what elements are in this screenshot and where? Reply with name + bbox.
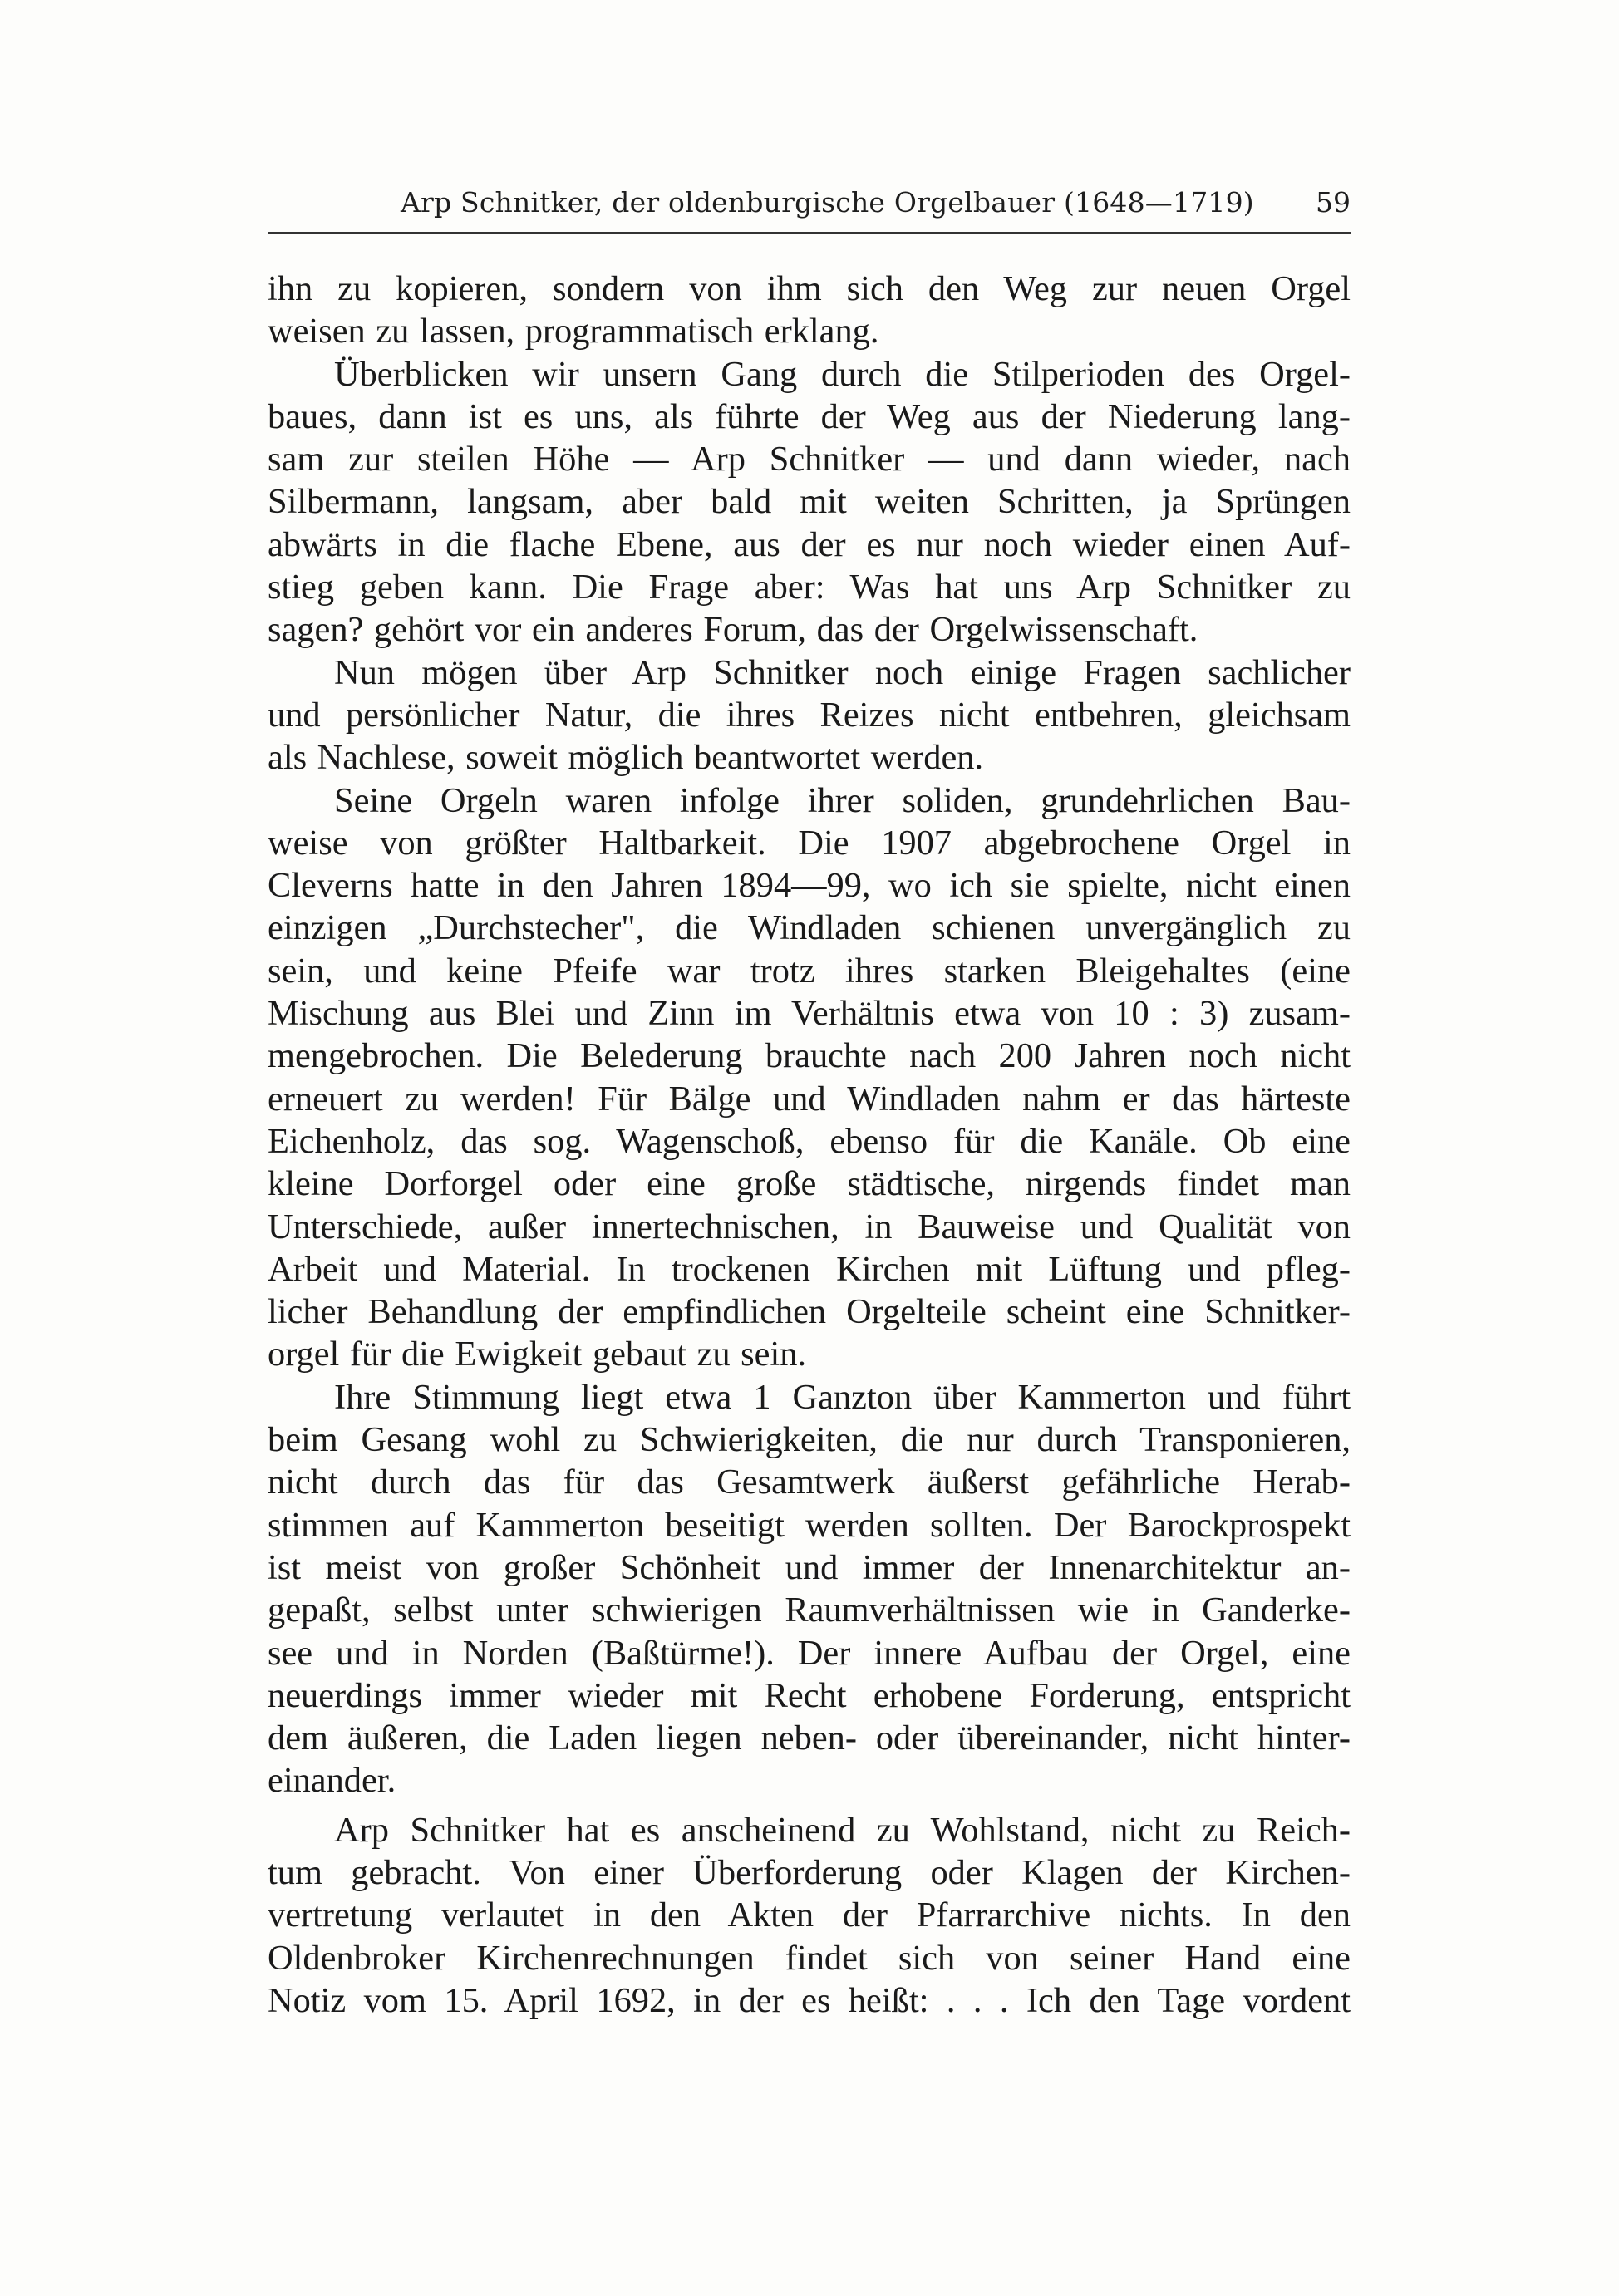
- text-line: gepaßt, selbst unter schwierigen Raumverhältnissen wie in Ganderke-: [268, 1590, 1351, 1630]
- text-line: als Nachlese, soweit möglich beantwortet werden.: [268, 738, 984, 778]
- header-rule: [268, 232, 1351, 234]
- text-line: Nun mögen über Arp Schnitker noch einige Fragen sachlicher: [334, 652, 1351, 692]
- text-line: weise von größter Haltbarkeit. Die 1907 abgebrochene Orgel in: [268, 823, 1351, 863]
- text-line: beim Gesang wohl zu Schwierigkeiten, die nur durch Transponieren,: [268, 1420, 1351, 1460]
- text-line: Ihre Stimmung liegt etwa 1 Ganzton über Kammerton und führt: [334, 1377, 1351, 1417]
- paragraph-6: [268, 1809, 1351, 2022]
- text-line: kleine Dorforgel oder eine große städtische, nirgends findet man: [268, 1164, 1351, 1204]
- text-line: tum gebracht. Von einer Überforderung oder Klagen der Kirchen-: [268, 1852, 1351, 1892]
- text-line: baues, dann ist es uns, als führte der Weg aus der Niederung lang-: [268, 396, 1351, 436]
- text-line: mengebrochen. Die Belederung brauchte nach 200 Jahren noch nicht: [268, 1036, 1351, 1076]
- text-line: nicht durch das für das Gesamtwerk äußerst gefährliche Herab-: [268, 1463, 1351, 1502]
- text-line: Unterschiede, außer innertechnischen, in Bauweise und Qualität von: [268, 1207, 1351, 1246]
- body-text: [268, 268, 1351, 2022]
- text-line: sam zur steilen Höhe — Arp Schnitker — und dann wieder, nach: [268, 440, 1351, 479]
- text-line: ist meist von großer Schönheit und immer der Innenarchitektur an-: [268, 1547, 1351, 1587]
- paragraph-5: [268, 1376, 1351, 1802]
- text-line: dem äußeren, die Laden liegen neben- oder übereinander, nicht hinter-: [268, 1718, 1351, 1758]
- text-line: Arbeit und Material. In trockenen Kirchen mit Lüftung und pfleg-: [268, 1249, 1351, 1289]
- text-line: einander.: [268, 1761, 396, 1801]
- text-line: sagen? gehört vor ein anderes Forum, das der Orgelwissenschaft.: [268, 610, 1198, 650]
- text-line: Arp Schnitker hat es anscheinend zu Wohlstand, nicht zu Reich-: [334, 1810, 1351, 1850]
- text-line: stieg geben kann. Die Frage aber: Was hat uns Arp Schnitker zu: [268, 568, 1351, 607]
- text-line: Eichenholz, das sog. Wagenschoß, ebenso für die Kanäle. Ob eine: [268, 1121, 1351, 1161]
- text-line: Notiz vom 15. April 1692, in der es heißt: . . . Ich den Tage vordent: [268, 1980, 1351, 2020]
- text-line: Oldenbroker Kirchenrechnungen findet sich von seiner Hand eine: [268, 1938, 1351, 1978]
- text-line: abwärts in die flache Ebene, aus der es nur noch wieder einen Auf-: [268, 524, 1351, 564]
- text-line: neuerdings immer wieder mit Recht erhobene Forderung, entspricht: [268, 1675, 1351, 1715]
- text-line: und persönlicher Natur, die ihres Reizes nicht entbehren, gleichsam: [268, 695, 1351, 735]
- text-line: Seine Orgeln waren infolge ihrer soliden, grundehrlichen Bau-: [334, 780, 1351, 820]
- page-header: [268, 186, 1351, 229]
- text-line: see und in Norden (Baßtürme!). Der innere Aufbau der Orgel, eine: [268, 1633, 1351, 1673]
- text-line: orgel für die Ewigkeit gebaut zu sein.: [268, 1335, 807, 1374]
- text-line: Cleverns hatte in den Jahren 1894—99, wo ich sie spielte, nicht einen: [268, 866, 1351, 906]
- paragraph-3: [268, 651, 1351, 779]
- text-line: Mischung aus Blei und Zinn im Verhältnis etwa von 10 : 3) zusam-: [268, 994, 1351, 1034]
- text-line: licher Behandlung der empfindlichen Orgelteile scheint eine Schnitker-: [268, 1292, 1351, 1332]
- text-line: einzigen „Durchstecher", die Windladen schienen unvergänglich zu: [268, 908, 1351, 948]
- text-line: Silbermann, langsam, aber bald mit weiten Schritten, ja Sprüngen: [268, 482, 1351, 522]
- text-line: sein, und keine Pfeife war trotz ihres starken Bleigehaltes (eine: [268, 951, 1351, 991]
- paragraph-2: [268, 353, 1351, 651]
- text-line: weisen zu lassen, programmatisch erklang.: [268, 312, 879, 352]
- running-head: Arp Schnitker, der oldenburgische Orgelbauer (1648—1719): [401, 186, 1254, 219]
- page-number: 59: [1316, 186, 1351, 219]
- paragraph-1: [268, 268, 1351, 353]
- text-line: vertretung verlautet in den Akten der Pfarrarchive nichts. In den: [268, 1895, 1351, 1935]
- text-line: Überblicken wir unsern Gang durch die Stilperioden des Orgel-: [334, 354, 1351, 394]
- paragraph-4: [268, 779, 1351, 1376]
- text-line: stimmen auf Kammerton beseitigt werden sollten. Der Barockprospekt: [268, 1505, 1351, 1545]
- text-line: erneuert zu werden! Für Bälge und Windladen nahm er das härteste: [268, 1079, 1351, 1119]
- text-line: ihn zu kopieren, sondern von ihm sich den Weg zur neuen Orgel: [268, 269, 1351, 308]
